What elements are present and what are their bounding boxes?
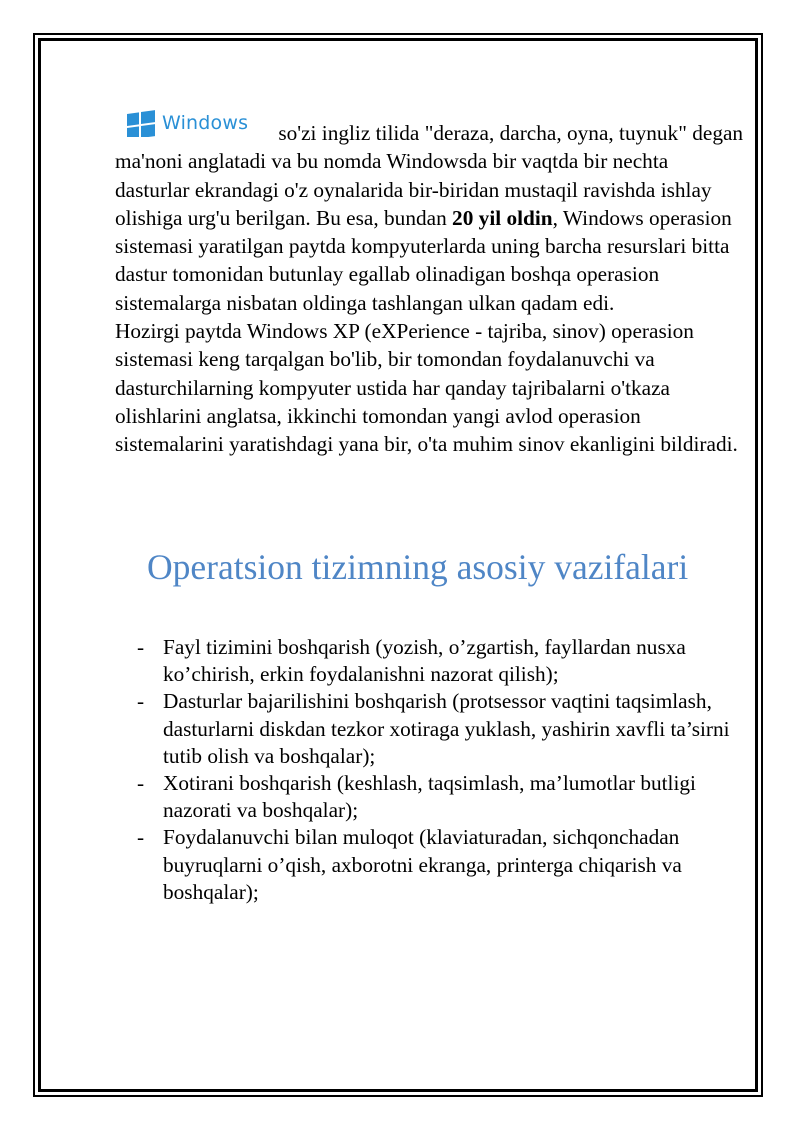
list-item-programs	[137, 688, 737, 770]
paragraph1-bold: 20 yil oldin	[452, 205, 553, 230]
list-item-user-interaction	[137, 824, 737, 906]
windows-flag-icon	[127, 103, 157, 137]
list-dash: -	[137, 825, 145, 850]
section-heading: Operatsion tizimning asosiy vazifalari	[147, 547, 689, 587]
list-item-file-system	[137, 634, 737, 688]
paragraph1-part1: so'zi ingliz tilida "deraza, darcha, oyna, tuynuk" degan ma'noni anglatadi va bu nomda Windowsda bir vaqtda bir nechta dasturlar ekrandagi o'z oynalarida bir-biridan mustaqil ravishda ishlay olishiga urg'u berilgan. Bu esa, bundan	[115, 121, 744, 230]
list-dash: -	[137, 771, 145, 796]
windows-logo	[127, 103, 273, 143]
list-item-memory	[137, 770, 737, 824]
intro-text	[115, 103, 745, 459]
os-functions-list	[137, 634, 737, 906]
list-item-text: Foydalanuvchi bilan muloqot (klaviaturadan, sichqonchadan buyruqlarni o’qish, axborotni ekranga, printerga chiqarish va boshqalar);	[163, 825, 682, 904]
paragraph1-part2: , Windows operasion sistemasi yaratilgan paytda kompyuterlarda uning barcha resurslari bitta dastur tomonidan butunlay egallab olinadigan boshqa operasion sistemalarga nisbatan oldinga tashlangan ulkan qadam edi.	[115, 205, 732, 315]
paragraph-windows-xp: Hozirgi paytda Windows XP (eXPerience - tajriba, sinov) operasion sistemasi keng tarqalgan bo'lib, bir tomondan foydalanuvchi va dasturchilarning kompyuter ustida har qanday tajribalarni o'tkaza olishlarini anglatsa, ikkinchi tomondan yangi avlod operasion sistemalarini yaratishdagi yana bir, o'ta muhim sinov ekanligini bildiradi.	[115, 319, 738, 457]
list-item-text: Xotirani boshqarish (keshlash, taqsimlash, ma’lumotlar butligi nazorati va boshqalar);	[163, 771, 696, 823]
list-item-text: Fayl tizimini boshqarish (yozish, o’zgartish, fayllardan nusxa ko’chirish, erkin foydalanishni nazorat qilish);	[163, 635, 686, 687]
paragraph-windows-meaning	[115, 103, 745, 317]
list-dash: -	[137, 689, 145, 714]
list-dash: -	[137, 635, 145, 659]
windows-logo-text: Windows	[162, 112, 249, 134]
list-item-text: Dasturlar bajarilishini boshqarish (protsessor vaqtini taqsimlash, dasturlarni diskdan tezkor xotiraga yuklash, yashirin xavfli ta’sirni tutib olish va boshqalar);	[163, 689, 730, 768]
